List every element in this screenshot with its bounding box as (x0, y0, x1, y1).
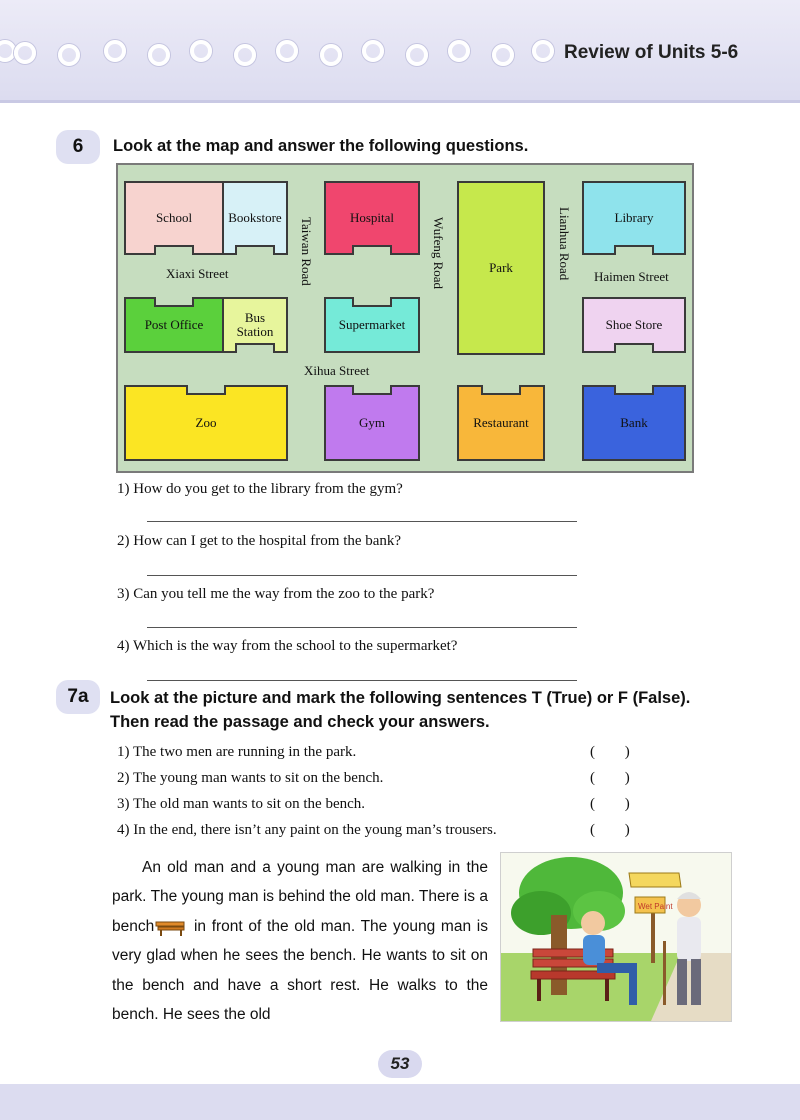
answer-line-3[interactable] (147, 627, 577, 628)
ring-icon (148, 44, 170, 66)
tf-blank-4[interactable]: ( ) (590, 822, 630, 838)
ring-icon (448, 40, 470, 62)
street-lianhua: Lianhua Road (557, 207, 572, 281)
ring-icon (276, 40, 298, 62)
map-bank-label: Bank (620, 415, 648, 430)
ring-icon (532, 40, 554, 62)
section-6-instruction: Look at the map and answer the following questions. (113, 137, 529, 155)
map-shoe-store (582, 297, 686, 353)
reading-passage (112, 853, 488, 1029)
passage-text-part2: in front of the old man. The young man is very glad when he sees the bench. He wants to sit on the bench and have a short rest. He walks to the bench. He sees the old (112, 917, 488, 1024)
statement-3: 3) The old man wants to sit on the bench. (117, 796, 366, 812)
street-xihua: Xihua Street (304, 363, 370, 378)
wet-paint-sign: Wet Paint (638, 902, 673, 911)
statement-1: 1) The two men are running in the park. (117, 744, 357, 760)
passage-text-part1: An old man and a young man are walking in the park. The young man is behind the old man. There is a bench (112, 859, 488, 935)
question-1: 1) How do you get to the library from the gym? (117, 481, 403, 497)
map-post-office (124, 297, 224, 353)
ring-icon (58, 44, 80, 66)
statement-4: 4) In the end, there isn’t any paint on the young man’s trousers. (117, 822, 497, 838)
tf-blank-1[interactable]: ( ) (590, 744, 630, 760)
ring-icon (362, 40, 384, 62)
statement-2: 2) The young man wants to sit on the bench. (117, 770, 384, 786)
door-icon (186, 385, 226, 395)
ring-icon (234, 44, 256, 66)
decorative-rings (0, 36, 560, 66)
map-hospital (324, 181, 420, 255)
map-school-label: School (155, 210, 193, 225)
map-bus-station (222, 297, 288, 353)
page-footer (0, 1084, 800, 1120)
header-divider (0, 100, 800, 103)
map-shoe-store-label: Shoe Store (605, 317, 663, 332)
map-park-label: Park (489, 260, 513, 275)
door-icon (235, 343, 275, 353)
ring-icon (190, 40, 212, 62)
map-gym-label: Gym (359, 415, 385, 430)
map-bank (582, 385, 686, 461)
bench-icon (154, 918, 188, 936)
park-scene (501, 853, 731, 1021)
question-3: 3) Can you tell me the way from the zoo to the park? (117, 586, 435, 602)
unit-title: Review of Units 5-6 (564, 42, 739, 63)
map-school (124, 181, 224, 255)
answer-line-1[interactable] (147, 521, 577, 522)
tf-blank-2[interactable]: ( ) (590, 770, 630, 786)
section-7a-badge: 7a (56, 680, 100, 714)
ring-icon (406, 44, 428, 66)
door-icon (352, 297, 392, 307)
map-bookstore-label: Bookstore (228, 210, 282, 225)
question-2: 2) How can I get to the hospital from the bank? (117, 533, 402, 549)
street-taiwan: Taiwan Road (299, 217, 314, 286)
tf-blank-3[interactable]: ( ) (590, 796, 630, 812)
door-icon (154, 297, 194, 307)
street-xiaxi: Xiaxi Street (166, 266, 229, 281)
door-icon (614, 343, 654, 353)
street-wufeng: Wufeng Road (431, 217, 446, 290)
answer-line-4[interactable] (147, 680, 577, 681)
door-icon (154, 245, 194, 255)
map-restaurant-label: Restaurant (473, 415, 529, 430)
map-bus-station-label: Bus Station (236, 310, 274, 339)
map-restaurant (457, 385, 545, 461)
door-icon (614, 385, 654, 395)
question-4: 4) Which is the way from the school to the supermarket? (117, 638, 458, 654)
map-park (457, 181, 545, 355)
door-icon (481, 385, 521, 395)
page-header (0, 0, 800, 100)
street-map (116, 163, 694, 473)
map-gym (324, 385, 420, 461)
map-supermarket (324, 297, 420, 353)
map-bookstore (222, 181, 288, 255)
street-haimen: Haimen Street (594, 269, 669, 284)
map-library (582, 181, 686, 255)
door-icon (352, 385, 392, 395)
map-library-label: Library (614, 210, 654, 225)
map-post-office-label: Post Office (144, 317, 204, 332)
page-number: 53 (378, 1050, 422, 1078)
ring-icon (104, 40, 126, 62)
map-zoo (124, 385, 288, 461)
ring-icon (320, 44, 342, 66)
map-hospital-label: Hospital (349, 210, 395, 225)
door-icon (235, 245, 275, 255)
section-7a-instruction-line2: Then read the passage and check your answers. (110, 713, 490, 731)
map-supermarket-label: Supermarket (338, 317, 406, 332)
ring-icon (492, 44, 514, 66)
door-icon (614, 245, 654, 255)
section-6-badge: 6 (56, 130, 100, 164)
answer-line-2[interactable] (147, 575, 577, 576)
ring-icon (14, 42, 36, 64)
map-zoo-label: Zoo (195, 415, 217, 430)
door-icon (352, 245, 392, 255)
section-7a-instruction-line1: Look at the picture and mark the following sentences T (True) or F (False). (110, 689, 691, 707)
park-illustration (500, 852, 732, 1022)
